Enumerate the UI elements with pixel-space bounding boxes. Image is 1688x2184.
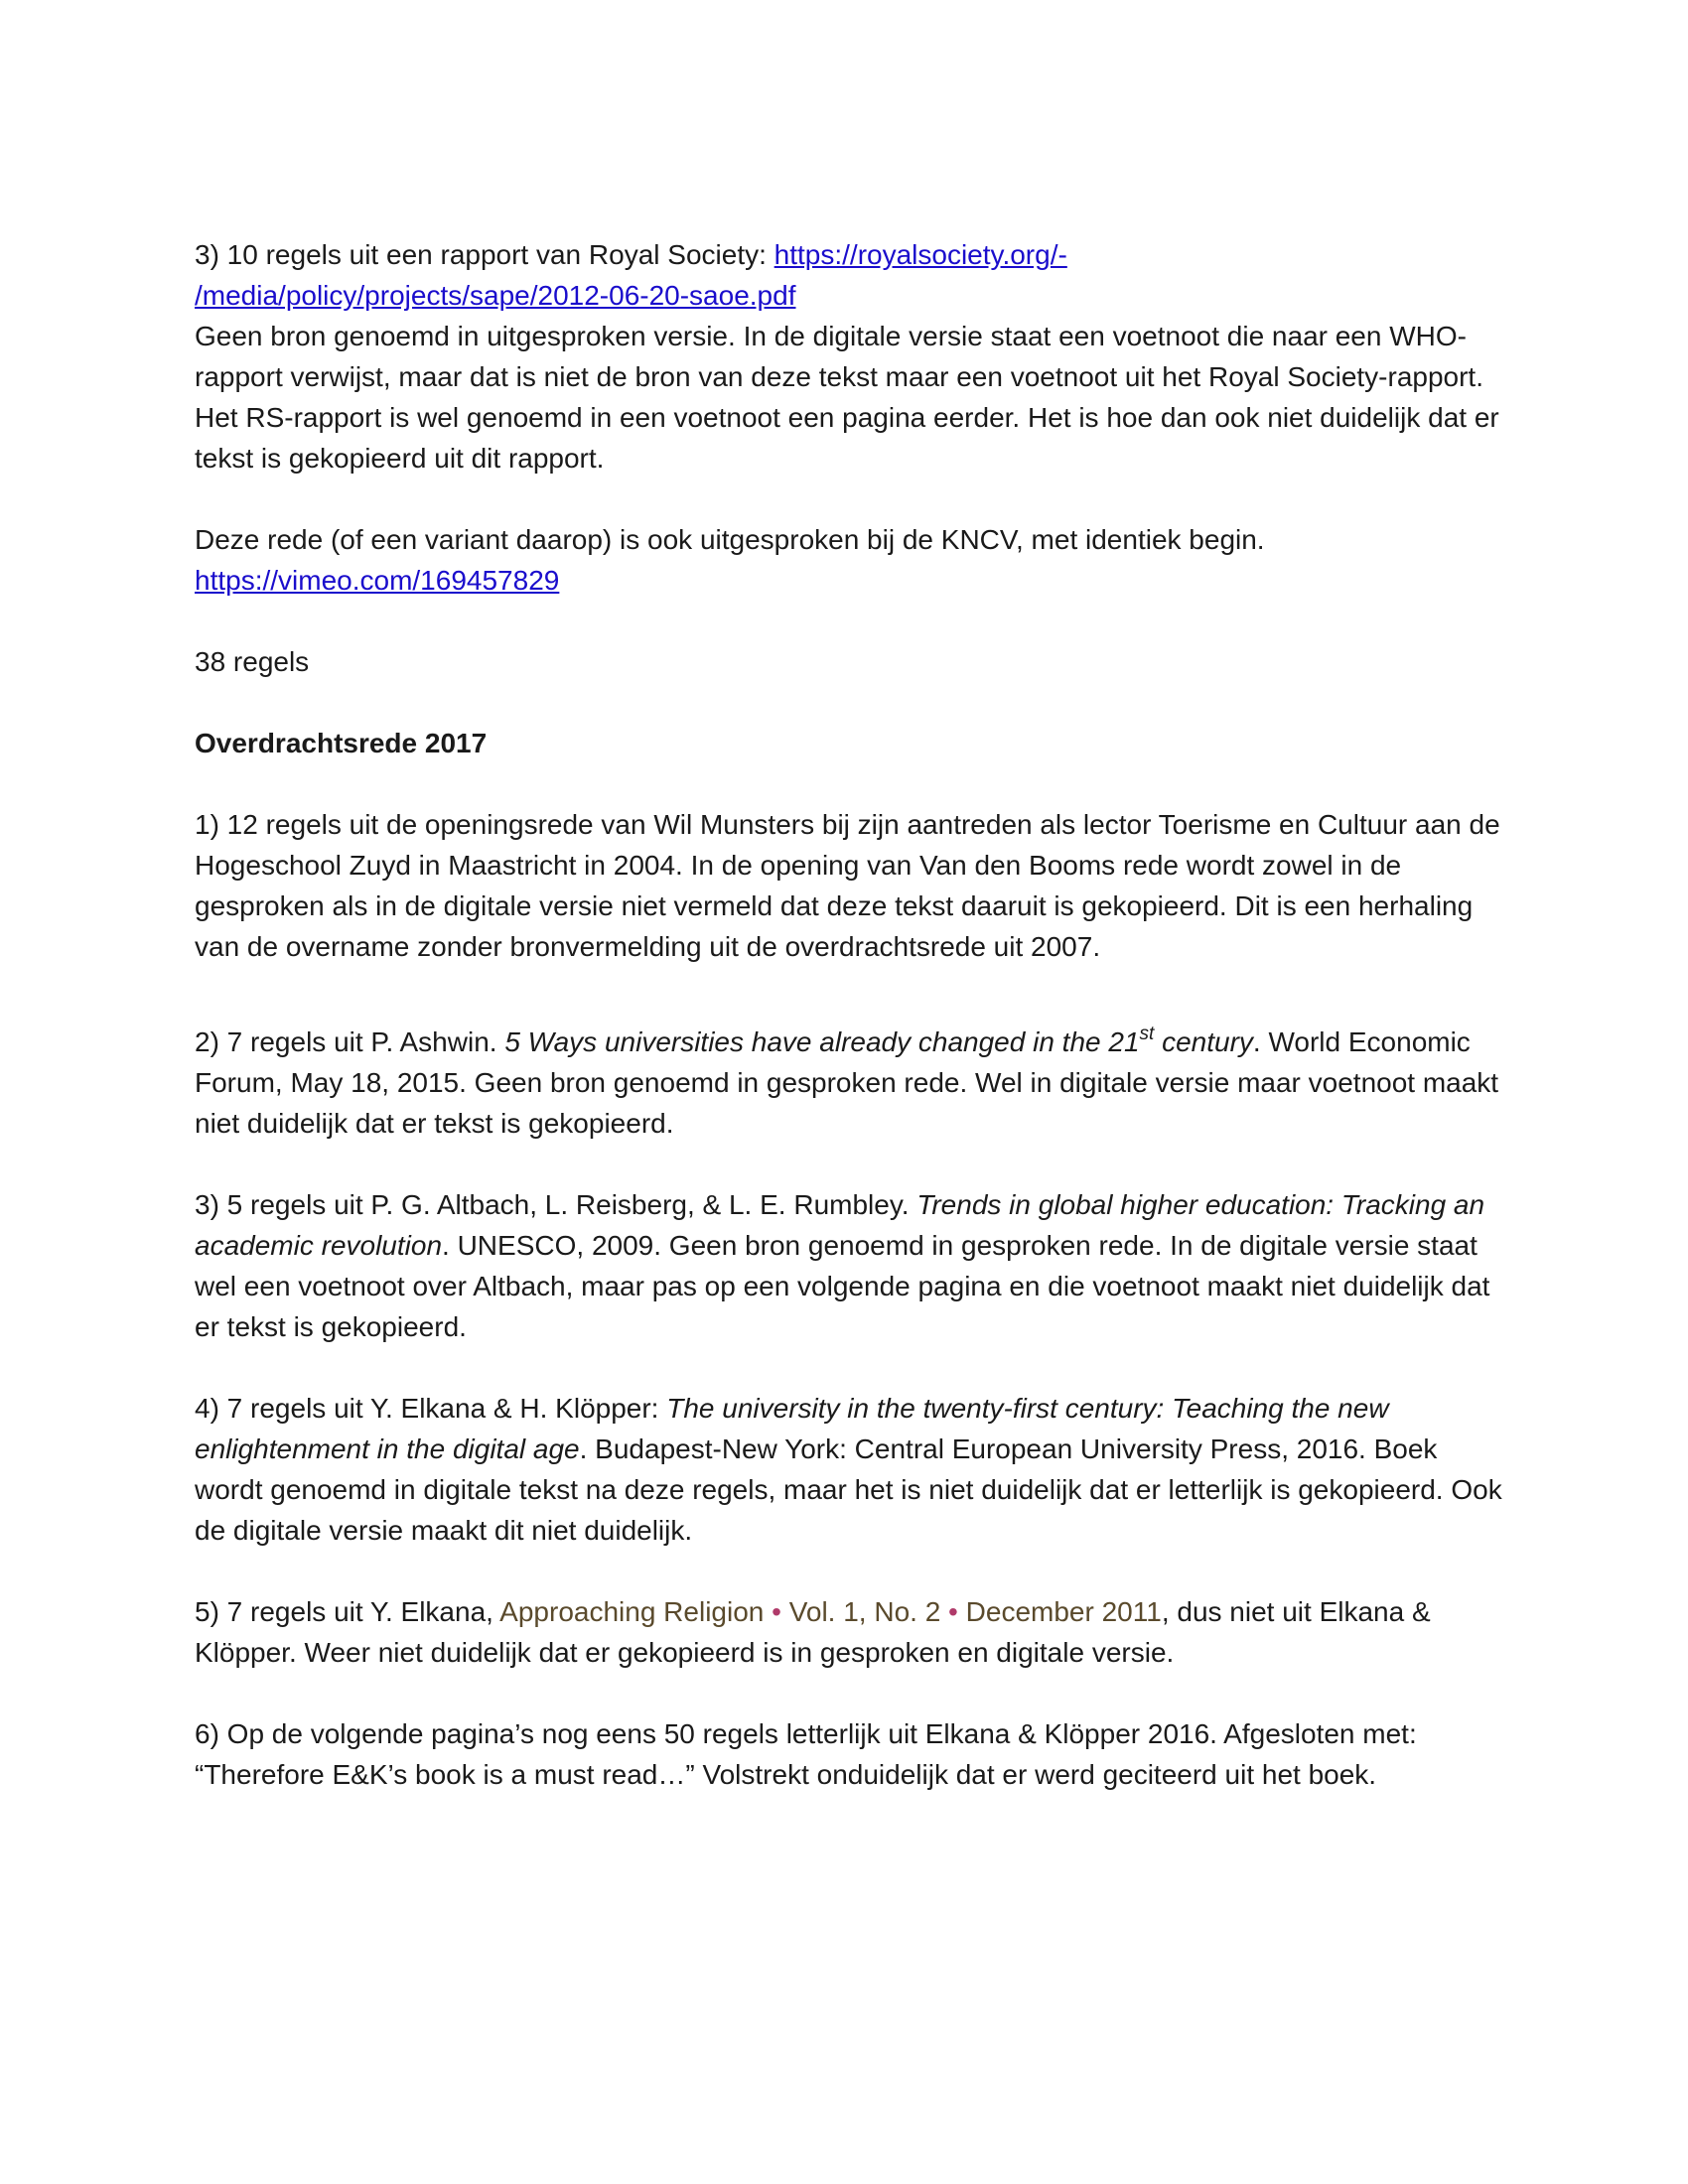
must-read-item: 6) Op de volgende pagina’s nog eens 50 regels letterlijk uit Elkana & Klöpper 2016. Afgesloten met: “Therefore E&K’s book is a must read…” Volstrekt onduidelijk dat er werd geciteerd uit het boek. <box>195 1718 1417 1790</box>
ashwin-title-end: century <box>1154 1026 1253 1057</box>
ashwin-title-sup: st <box>1139 1024 1155 1044</box>
royal-society-link-part2[interactable]: /media/policy/projects/sape/2012-06-20-saoe.pdf <box>195 280 796 311</box>
document-page <box>195 234 1505 1795</box>
section-heading: Overdrachtsrede 2017 <box>195 728 488 758</box>
journal-date: December 2011 <box>965 1596 1162 1627</box>
altbach-title: Trends in global higher education: Tracking an academic revolution <box>195 1189 1485 1261</box>
journal-volume: Vol. 1, No. 2 <box>788 1596 941 1627</box>
royal-society-link-part1[interactable]: https://royalsociety.org/- <box>774 239 1067 270</box>
elkana-kloepper-item <box>195 1388 1505 1551</box>
bullet-2: • <box>940 1596 966 1627</box>
elkana-journal-item <box>195 1591 1505 1673</box>
kncv-text: Deze rede (of een variant daarop) is ook uitgesproken bij de KNCV, met identiek begin. <box>195 524 1265 555</box>
elkana-kloepper-post: . Budapest-New York: Central European University Press, 2016. Boek wordt genoemd in digitale tekst na deze regels, maar het is niet duidelijk dat er letterlijk is gekopieerd. Ook de digitale versie maakt dit niet duidelijk. <box>195 1433 1502 1546</box>
ashwin-post: . World Economic Forum, May 18, 2015. Geen bron genoemd in gesproken rede. Wel in digitale versie maar voetnoot maakt niet duidelijk dat er tekst is gekopieerd. <box>195 1026 1499 1139</box>
elkana-journal-pre: 5) 7 regels uit Y. Elkana, <box>195 1596 500 1627</box>
ashwin-title: 5 Ways universities have already changed in the 21 <box>504 1026 1140 1057</box>
ashwin-item <box>195 1022 1505 1144</box>
elkana-kloepper-title: The university in the twenty-first century: Teaching the new enlightenment in the digital age <box>195 1393 1389 1464</box>
journal-name: Approaching Religion <box>499 1596 765 1627</box>
royal-society-body: Geen bron genoemd in uitgesproken versie. In de digitale versie staat een voetnoot die naar een WHO-rapport verwijst, maar dat is niet de bron van deze tekst maar een voetnoot uit het Royal Society-rapport. Het RS-rapport is wel genoemd in een voetnoot een pagina eerder. Het is hoe dan ook niet duidelijk dat er tekst is gekopieerd uit dit rapport. <box>195 321 1499 474</box>
altbach-item <box>195 1184 1505 1347</box>
altbach-post: . UNESCO, 2009. Geen bron genoemd in gesproken rede. In de digitale versie staat wel een voetnoot over Altbach, maar pas op een volgende pagina en die voetnoot maakt niet duidelijk dat er tekst is gekopieerd. <box>195 1230 1490 1342</box>
royal-society-item <box>195 234 1505 478</box>
elkana-kloepper-pre: 4) 7 regels uit Y. Elkana & H. Klöpper: <box>195 1393 667 1424</box>
elkana-journal-post: , dus niet uit Elkana & Klöpper. Weer niet duidelijk dat er gekopieerd is in gesproken en digitale versie. <box>195 1596 1431 1668</box>
munsters-item: 1) 12 regels uit de openingsrede van Wil Munsters bij zijn aantreden als lector Toerisme en Cultuur aan de Hogeschool Zuyd in Maastricht in 2004. In de opening van Van den Booms rede wordt zowel in de gesproken als in de digitale versie niet vermeld dat deze tekst daaruit is gekopieerd. Dit is een herhaling van de overname zonder bronvermelding uit de overdrachtsrede uit 2007. <box>195 809 1500 962</box>
kncv-note <box>195 519 1505 601</box>
vimeo-link[interactable]: https://vimeo.com/169457829 <box>195 565 560 596</box>
royal-society-intro: 3) 10 regels uit een rapport van Royal Society: <box>195 239 774 270</box>
ashwin-pre: 2) 7 regels uit P. Ashwin. <box>195 1026 505 1057</box>
altbach-pre: 3) 5 regels uit P. G. Altbach, L. Reisberg, & L. E. Rumbley. <box>195 1189 917 1220</box>
line-count: 38 regels <box>195 646 310 677</box>
bullet-1: • <box>764 1596 789 1627</box>
